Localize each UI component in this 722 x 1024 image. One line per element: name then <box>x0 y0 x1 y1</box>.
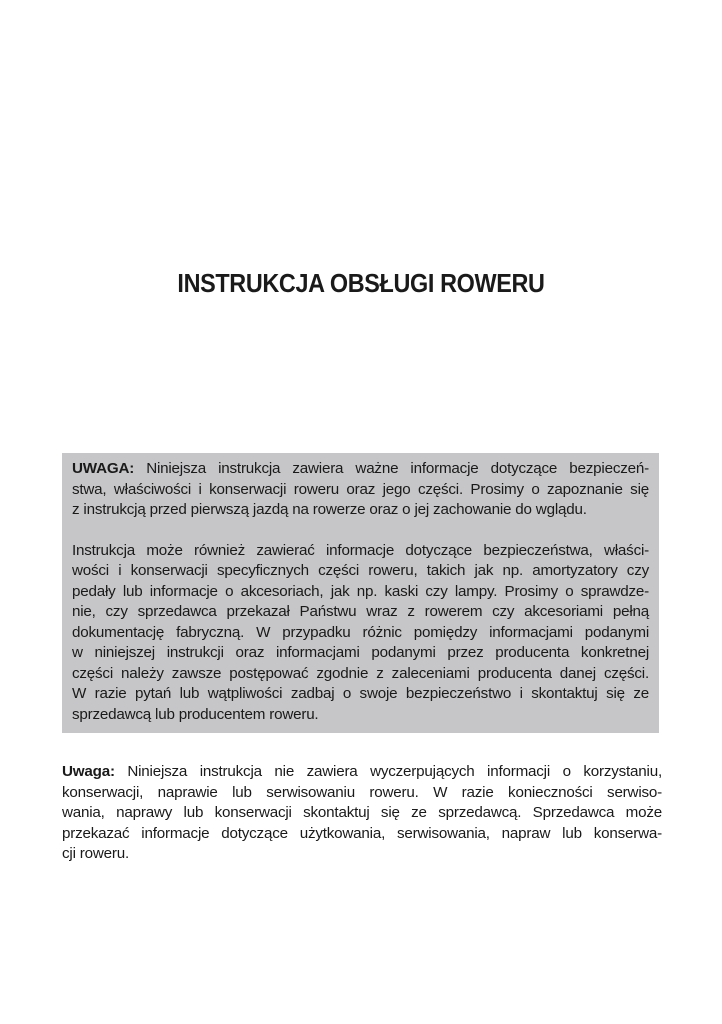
text-line: cji roweru. <box>62 845 130 862</box>
text-line <box>62 762 662 783</box>
warning-box <box>62 453 659 733</box>
page-title: INSTRUKCJA OBSŁUGI ROWERU <box>177 268 545 298</box>
warning-paragraph-1 <box>72 459 649 521</box>
text-line: nie, czy sprzedawca przekazał Państwu wraz z rowerem czy akcesoriami pełną <box>72 603 649 620</box>
text-line <box>72 459 649 480</box>
text-line-content: Niniejsza instrukcja zawiera ważne informacje dotyczące bezpieczeń- <box>134 460 649 477</box>
text-line: przekazać informacje dotyczące użytkowania, serwisowania, napraw lub konserwa- <box>62 824 662 842</box>
text-line: z instrukcją przed pierwszą jazdą na rowerze oraz o jej zachowanie do wglądu. <box>72 501 587 518</box>
text-line: dokumentację fabryczną. W przypadku różnic pomiędzy informacjami podanymi <box>72 623 649 641</box>
text-line: w niniejszej instrukcji oraz informacjami podanymi przez producenta konkretnej <box>72 644 649 661</box>
text-line: wości i konserwacji specyficznych części roweru, takich jak np. amortyzatory czy <box>72 562 649 579</box>
text-line: wania, naprawy lub konserwacji skontaktuj się ze sprzedawcą. Sprzedawca może <box>62 804 662 821</box>
text-line: pedały lub informacje o akcesoriach, jak np. kaski czy lampy. Prosimy o sprawdze- <box>72 582 649 600</box>
note-lead: Uwaga: <box>62 763 115 780</box>
text-line: konserwacji, naprawie lub serwisowaniu roweru. W razie konieczności serwiso- <box>62 783 662 801</box>
text-line: W razie pytań lub wątpliwości zadbaj o swoje bezpieczeństwo i skontaktuj się ze <box>72 685 649 702</box>
text-line-content: Niniejsza instrukcja nie zawiera wyczerpujących informacji o korzystaniu, <box>114 763 662 780</box>
note-paragraph <box>62 762 662 865</box>
text-line: części należy zawsze postępować zgodnie z zaleceniami producenta danej części. <box>72 664 649 682</box>
text-line: Instrukcja może również zawierać informacje dotyczące bezpieczeństwa, właści- <box>72 541 649 559</box>
warning-lead: UWAGA: <box>72 460 135 477</box>
text-line: stwa, właściwości i konserwacji roweru oraz jego części. Prosimy o zapoznanie się <box>72 480 649 498</box>
text-line: sprzedawcą lub producentem roweru. <box>72 705 319 723</box>
warning-paragraph-2 <box>72 541 649 726</box>
